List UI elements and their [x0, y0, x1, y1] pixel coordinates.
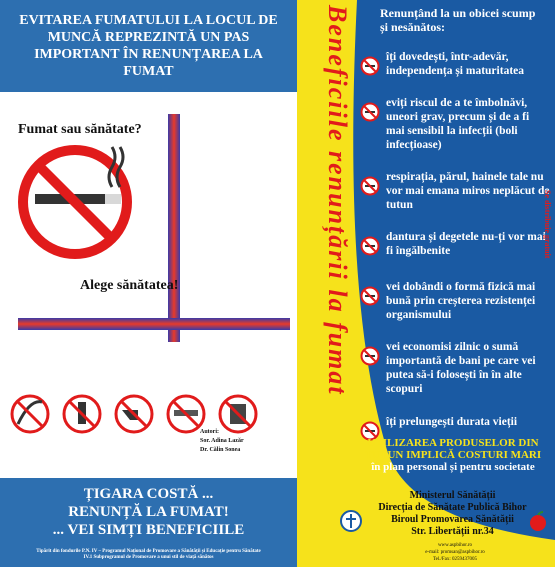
- benefit-text: vei economisi zilnic o sumă importantă de bani pe care vei putea să-i folosești în în alte scopuri: [386, 341, 536, 395]
- ministry-logo-icon: [340, 510, 362, 532]
- author-2: Dr. Călin Sonea: [200, 447, 241, 453]
- benefit-item: [360, 230, 550, 258]
- question-text: Fumat sau sănătate?: [18, 122, 142, 137]
- no-smoking-icon: [360, 176, 380, 196]
- ministry-line-1: Ministerul Sănătății: [409, 490, 496, 501]
- no-cigarette-pack-icon: [220, 396, 256, 432]
- bottom-line-1: ȚIGARA COSTĂ ...: [83, 486, 214, 502]
- phone-text: Tel./Fax: 0259437005: [432, 557, 478, 562]
- answer-text: Alege sănătatea!: [80, 278, 179, 293]
- benefit-text: îți dovedești, într-adevăr, independența și maturitatea: [386, 51, 524, 77]
- intro-text: Renunțând la un obicei scump și nesănătos:: [380, 6, 536, 34]
- outro-subtext: în plan personal și pentru societate: [371, 461, 535, 473]
- no-hookah-icon: [64, 396, 100, 432]
- no-cigar-icon: [168, 396, 204, 432]
- footer-credits: [0, 546, 297, 567]
- ministry-line-4: Str. Libertății nr.34: [411, 526, 494, 537]
- benefit-text: respirația, părul, hainele tale nu vor mai emana miros neplăcut de tutun: [386, 171, 550, 211]
- benefit-item: [360, 340, 550, 396]
- bottom-line-2: RENUNȚĂ LA FUMAT!: [68, 504, 229, 520]
- ministry-block: [360, 490, 545, 538]
- contact-block: [380, 542, 530, 563]
- no-smoking-icon: [360, 286, 380, 306]
- side-note: Se distribuie gratuit: [543, 190, 552, 259]
- cross-vertical-bar: [168, 114, 180, 342]
- website-link[interactable]: www.aspbihor.ro: [437, 543, 473, 548]
- authors-label: Autori:: [200, 429, 219, 435]
- no-smoking-icon: [360, 56, 380, 76]
- prohibition-icons-row: [12, 396, 256, 432]
- cross-horizontal-bar: [18, 318, 290, 330]
- benefit-item: [360, 280, 550, 322]
- outro-block: [355, 437, 551, 473]
- benefit-text: îți prelungești durata vieții: [386, 416, 518, 428]
- no-smoking-icon: [360, 102, 380, 122]
- benefit-item: [360, 96, 550, 152]
- benefit-item: [360, 50, 550, 78]
- no-smoking-icon: [23, 147, 127, 254]
- benefit-item: [360, 170, 550, 212]
- email-link[interactable]: e-mail: promsan@aspbihor.ro: [425, 550, 485, 555]
- no-pipe-icon: [116, 396, 152, 432]
- footer-line-2: IV.1 Subprogramul de Promovare a unui stil de viață sănătos: [83, 555, 214, 560]
- no-smoking-icon: [360, 236, 380, 256]
- benefit-text: vei dobândi o formă fizică mai bună prin creșterea rezistenței organismului: [386, 281, 536, 321]
- author-1: Sor. Adina Lazăr: [200, 438, 244, 444]
- authors-block: [200, 428, 244, 455]
- ministry-line-2: Direcția de Sănătate Publică Bihor: [378, 502, 527, 513]
- benefit-text: eviți riscul de a te îmbolnăvi, uneori grav, precum și de a fi mai sensibil la infecții (boli infecțioase): [386, 97, 530, 151]
- no-feather-icon: [12, 396, 48, 432]
- bottom-line-3: ... VEI SIMȚI BENEFICIILE: [52, 522, 245, 538]
- no-smoking-icon: [360, 346, 380, 366]
- top-title: EVITAREA FUMATULUI LA LOCUL DE MUNCĂ REPREZINTĂ UN PAS IMPORTANT ÎN RENUNȚAREA LA FUMAT: [19, 13, 278, 79]
- footer-line-1: Tipărit din fondurile P.N. IV – Programul Național de Promovare a Sănătății și Educație pentru Sănătate: [36, 549, 261, 554]
- bottom-banner: [0, 478, 297, 546]
- vertical-title: Beneficiile renunțării la fumat: [323, 5, 352, 396]
- benefit-text: dantura și degetele nu-ți vor mai fi îngălbenite: [386, 231, 546, 257]
- top-banner: [0, 0, 297, 92]
- outro-heading: UTILIZAREA PRODUSELOR DIN TUTUN IMPLICĂ COSTURI MARI: [364, 437, 542, 461]
- ministry-line-3: Biroul Promovarea Sănătății: [391, 514, 514, 525]
